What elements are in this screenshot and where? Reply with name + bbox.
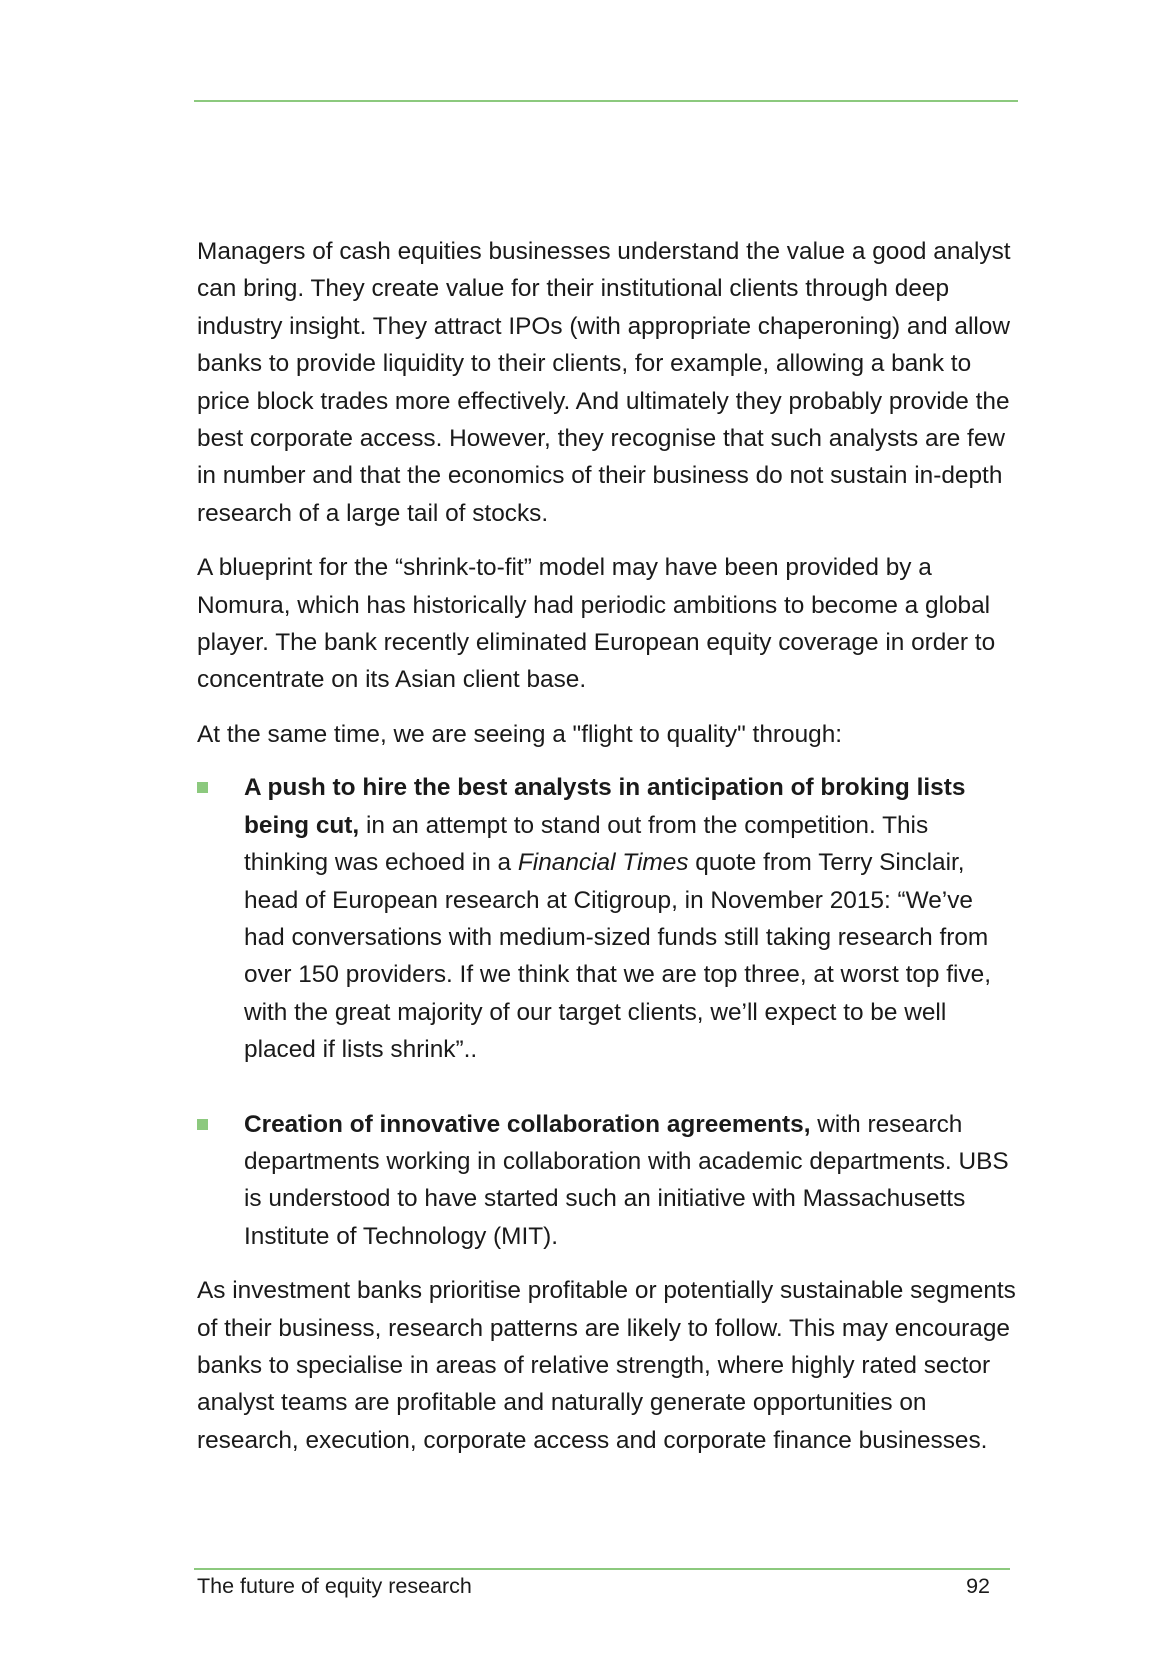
header-rule <box>194 100 1018 102</box>
publication-title: Financial Times <box>517 849 689 877</box>
footer-rule <box>194 1568 1010 1570</box>
list-item <box>197 769 1017 1068</box>
footer-title: The future of equity research <box>197 1574 472 1598</box>
paragraph: As investment banks prioritise profitable or potentially sustainable segments of their business, research patterns are likely to follow. This may encourage banks to specialise in areas of relative strength, where highly rated sector analyst teams are profitable and naturally generate opportunities on research, execution, corporate access and corporate finance businesses. <box>197 1277 1016 1454</box>
list-item <box>197 1106 1017 1256</box>
bullet-lead: A push to hire the best analysts in anticipation of broking lists being cut, <box>244 774 966 839</box>
paragraph: A blueprint for the “shrink-to-fit” model may have been provided by a Nomura, which has historically had periodic ambitions to become a global player. The bank recently eliminated European equity coverage in order to concentrate on its Asian client base. <box>197 554 996 694</box>
bullet-text: in an attempt to stand out from the competition. This thinking was echoed in a <box>244 811 929 877</box>
bullet-list <box>197 769 1017 1255</box>
square-bullet-icon <box>197 782 208 793</box>
bullet-text: with research departments working in collaboration with academic departments. UBS is understood to have started such an initiative with Massachusetts Institute of Technology (MIT). <box>244 1110 1009 1250</box>
square-bullet-icon <box>197 1119 208 1130</box>
main-text <box>197 233 1017 1476</box>
page-number: 92 <box>966 1574 990 1598</box>
bullet-lead: Creation of innovative collaboration agreements, <box>244 1110 811 1138</box>
bullet-text: quote from Terry Sinclair, head of European research at Citigroup, in November 2015: “We’ve had conversations with medium-sized funds still taking research from over 150 providers. If we think that we are top three, at worst top five, with the great majority of our target clients, we’ll expect to be well placed if lists shrink”.. <box>244 849 991 1064</box>
paragraph: At the same time, we are seeing a "flight to quality" through: <box>197 720 843 748</box>
paragraph: Managers of cash equities businesses understand the value a good analyst can bring. They create value for their institutional clients through deep industry insight. They attract IPOs (with appropriate chaperoning) and allow banks to provide liquidity to their clients, for example, allowing a bank to price block trades more effectively. And ultimately they probably provide the best corporate access. However, they recognise that such analysts are few in number and that the economics of their business do not sustain in-depth research of a large tail of stocks. <box>197 238 1011 527</box>
